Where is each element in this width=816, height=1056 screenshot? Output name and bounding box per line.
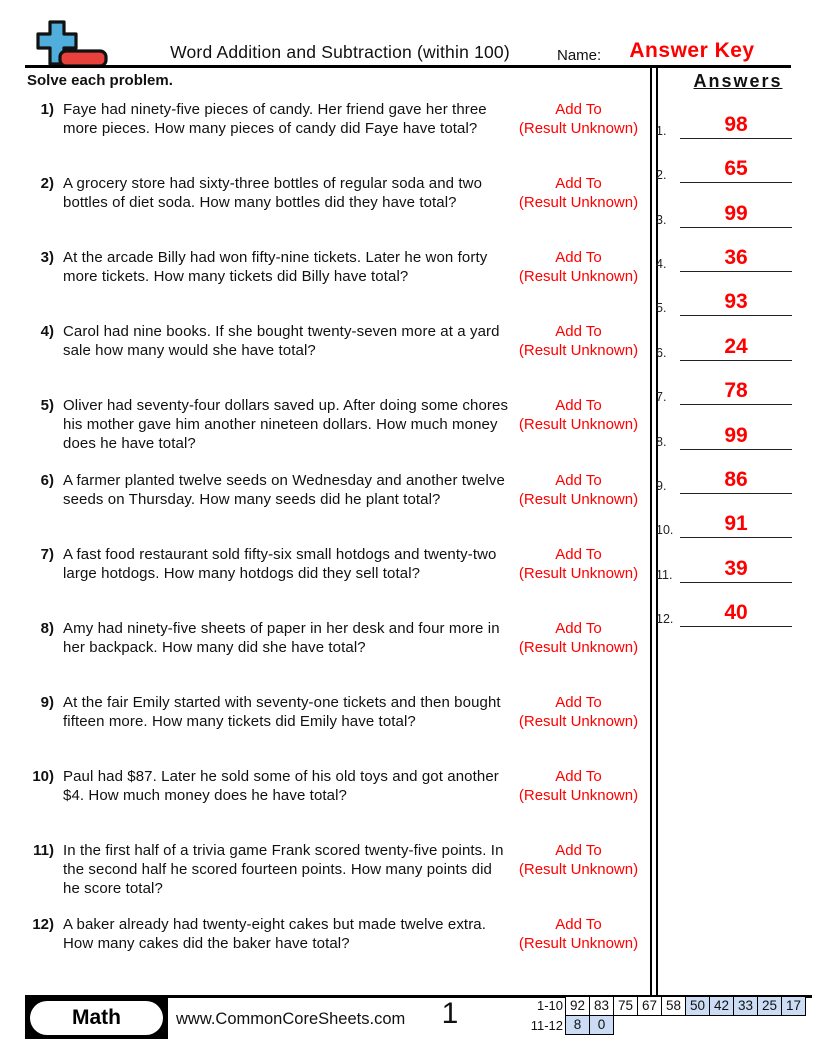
problem-type-line1: Add To bbox=[555, 694, 602, 711]
problem-type bbox=[513, 322, 644, 360]
problem-type bbox=[513, 619, 644, 657]
answer-number: 11. bbox=[656, 568, 673, 582]
problem-type-line2: (Result Unknown) bbox=[518, 342, 639, 359]
answer-number: 9. bbox=[656, 479, 667, 493]
score-cell: 92 bbox=[565, 996, 590, 1016]
answer-value: 99 bbox=[724, 202, 748, 225]
problem-type-line2: (Result Unknown) bbox=[518, 194, 639, 211]
problem-row bbox=[28, 174, 644, 212]
problem-type-line2: (Result Unknown) bbox=[518, 713, 639, 730]
score-cell: 8 bbox=[565, 1015, 590, 1035]
problem-row bbox=[28, 767, 644, 805]
problem-number: 11) bbox=[33, 842, 54, 859]
problem-type-line2: (Result Unknown) bbox=[518, 565, 639, 582]
answer-blank-line bbox=[680, 425, 792, 450]
problem-number: 4) bbox=[40, 323, 54, 340]
problem-type-line2: (Result Unknown) bbox=[518, 639, 639, 656]
score-cell: 42 bbox=[709, 996, 734, 1016]
answer-key-label: Answer Key bbox=[629, 39, 755, 62]
problem-number: 9) bbox=[40, 694, 54, 711]
problem-text: Faye had ninety-five pieces of candy. Her friend gave her three more pieces. How many pieces of candy did Faye have total? bbox=[63, 101, 487, 137]
score-cell: 17 bbox=[781, 996, 806, 1016]
answer-row bbox=[656, 375, 792, 405]
answer-value: 91 bbox=[724, 512, 748, 535]
answer-number: 5. bbox=[656, 301, 667, 315]
problem-type-line1: Add To bbox=[555, 101, 602, 118]
answer-blank-line bbox=[680, 558, 792, 583]
problem-row bbox=[28, 619, 644, 657]
problem-type-line2: (Result Unknown) bbox=[518, 787, 639, 804]
problem-number: 1) bbox=[40, 101, 54, 118]
problem-text: A fast food restaurant sold fifty-six small hotdogs and twenty-two large hotdogs. How many hotdogs did they sell total? bbox=[63, 546, 497, 582]
answer-value: 36 bbox=[724, 246, 748, 269]
problem-text: At the fair Emily started with seventy-one tickets and then bought fifteen more. How many tickets did Emily have total? bbox=[63, 694, 501, 730]
answer-number: 8. bbox=[656, 435, 667, 449]
answer-blank-line bbox=[680, 247, 792, 272]
answer-number: 2. bbox=[656, 168, 667, 182]
answer-blank-line bbox=[680, 291, 792, 316]
answer-row bbox=[656, 286, 792, 316]
problem-text: A farmer planted twelve seeds on Wednesday and another twelve seeds on Thursday. How many seeds did he plant total? bbox=[63, 472, 505, 508]
header-rule bbox=[25, 65, 791, 68]
problem-type-line1: Add To bbox=[555, 546, 602, 563]
problem-number: 5) bbox=[40, 397, 54, 414]
score-cell: 25 bbox=[757, 996, 782, 1016]
instruction-text: Solve each problem. bbox=[27, 72, 173, 89]
problem-type bbox=[513, 174, 644, 212]
answer-number: 4. bbox=[656, 257, 667, 271]
answer-number: 3. bbox=[656, 213, 667, 227]
problem-number: 6) bbox=[40, 472, 54, 489]
answer-blank-line bbox=[680, 114, 792, 139]
problem-text: Paul had $87. Later he sold some of his old toys and got another $4. How much money does he have total? bbox=[63, 768, 499, 804]
problem-type-line1: Add To bbox=[555, 768, 602, 785]
subject-badge bbox=[25, 997, 168, 1039]
score-row-label: 11-12 bbox=[530, 1018, 563, 1033]
problem-type-line2: (Result Unknown) bbox=[518, 416, 639, 433]
plus-minus-icon bbox=[28, 18, 110, 70]
problem-type bbox=[513, 471, 644, 509]
problem-text: A grocery store had sixty-three bottles of regular soda and two bottles of diet soda. How many bottles did they have total? bbox=[63, 175, 483, 211]
problem-type-line1: Add To bbox=[555, 842, 602, 859]
problem-number: 7) bbox=[40, 546, 54, 563]
answer-blank-line bbox=[680, 513, 792, 538]
answer-blank-line bbox=[680, 203, 792, 228]
problem-row bbox=[28, 841, 644, 898]
answer-value: 98 bbox=[724, 113, 748, 136]
answers-title: Answers bbox=[693, 71, 783, 91]
answer-row bbox=[656, 508, 792, 538]
answer-row bbox=[656, 331, 792, 361]
answer-number: 7. bbox=[656, 390, 667, 404]
answer-blank-line bbox=[680, 158, 792, 183]
problem-type-line2: (Result Unknown) bbox=[518, 861, 639, 878]
problem-number: 3) bbox=[40, 249, 54, 266]
problem-type bbox=[513, 915, 644, 953]
score-cell: 83 bbox=[589, 996, 614, 1016]
problem-type bbox=[513, 693, 644, 731]
score-cell: 58 bbox=[661, 996, 686, 1016]
problem-type-line1: Add To bbox=[555, 472, 602, 489]
problem-row bbox=[28, 322, 644, 360]
answer-row bbox=[656, 420, 792, 450]
problem-type-line2: (Result Unknown) bbox=[518, 268, 639, 285]
problem-text: At the arcade Billy had won fifty-nine tickets. Later he won forty more tickets. How many tickets did Billy have total? bbox=[63, 249, 488, 285]
problem-row bbox=[28, 396, 644, 453]
problem-type-line1: Add To bbox=[555, 397, 602, 414]
score-cell: 50 bbox=[685, 996, 710, 1016]
score-cell: 75 bbox=[613, 996, 638, 1016]
answer-blank-line bbox=[680, 469, 792, 494]
answer-value: 39 bbox=[724, 557, 748, 580]
problem-type-line1: Add To bbox=[555, 323, 602, 340]
answer-value: 40 bbox=[724, 601, 748, 624]
answer-row bbox=[656, 109, 792, 139]
worksheet-title: Word Addition and Subtraction (within 100) bbox=[170, 42, 510, 62]
answer-number: 1. bbox=[656, 124, 667, 138]
answer-number: 10. bbox=[656, 523, 674, 537]
problem-type bbox=[513, 545, 644, 583]
problem-text: A baker already had twenty-eight cakes but made twelve extra. How many cakes did the baker have total? bbox=[63, 916, 486, 952]
problem-type bbox=[513, 100, 644, 138]
answer-number: 12. bbox=[656, 612, 674, 626]
answer-value: 99 bbox=[724, 424, 748, 447]
answer-number: 6. bbox=[656, 346, 667, 360]
problem-text: Oliver had seventy-four dollars saved up. After doing some chores his mother gave him another nineteen dollars. How much money does he have total? bbox=[63, 397, 509, 452]
problem-text: In the first half of a trivia game Frank scored twenty-five points. In the second half he scored fourteen points. How many points did he score total? bbox=[63, 842, 504, 897]
problem-type bbox=[513, 248, 644, 286]
problem-number: 12) bbox=[32, 916, 54, 933]
website-text: www.CommonCoreSheets.com bbox=[176, 1010, 406, 1028]
problem-type-line2: (Result Unknown) bbox=[518, 120, 639, 137]
problem-row bbox=[28, 471, 644, 509]
problem-type-line1: Add To bbox=[555, 916, 602, 933]
problem-type-line2: (Result Unknown) bbox=[518, 935, 639, 952]
score-row bbox=[530, 1016, 806, 1036]
subject-label: Math bbox=[30, 1001, 163, 1035]
answer-value: 86 bbox=[724, 468, 748, 491]
answer-value: 78 bbox=[724, 379, 748, 402]
problem-row bbox=[28, 693, 644, 731]
score-cell: 67 bbox=[637, 996, 662, 1016]
problem-type bbox=[513, 841, 644, 898]
problem-number: 2) bbox=[40, 175, 54, 192]
problem-type-line1: Add To bbox=[555, 175, 602, 192]
answer-row bbox=[656, 153, 792, 183]
answer-row bbox=[656, 553, 792, 583]
answer-row bbox=[656, 242, 792, 272]
score-row-label: 1-10 bbox=[536, 998, 563, 1013]
problem-row bbox=[28, 248, 644, 286]
answer-blank-line bbox=[680, 602, 792, 627]
problem-type-line2: (Result Unknown) bbox=[518, 491, 639, 508]
answer-value: 24 bbox=[724, 335, 748, 358]
problem-type-line1: Add To bbox=[555, 249, 602, 266]
problem-number: 10) bbox=[32, 768, 54, 785]
problem-row bbox=[28, 915, 644, 953]
answer-blank-line bbox=[680, 336, 792, 361]
problem-type-line1: Add To bbox=[555, 620, 602, 637]
name-label: Name: bbox=[557, 47, 602, 64]
problem-type bbox=[513, 767, 644, 805]
problem-type bbox=[513, 396, 644, 453]
score-cell: 33 bbox=[733, 996, 758, 1016]
page-number: 1 bbox=[441, 997, 459, 1030]
answer-row bbox=[656, 464, 792, 494]
problem-number: 8) bbox=[40, 620, 54, 637]
answer-row bbox=[656, 198, 792, 228]
problem-row bbox=[28, 545, 644, 583]
problem-text: Amy had ninety-five sheets of paper in her desk and four more in her backpack. How many did she have total? bbox=[63, 620, 500, 656]
problem-row bbox=[28, 100, 644, 138]
score-table bbox=[530, 996, 806, 1036]
problem-text: Carol had nine books. If she bought twenty-seven more at a yard sale how many would she have total? bbox=[63, 323, 500, 359]
answer-row bbox=[656, 597, 792, 627]
answer-value: 93 bbox=[724, 290, 748, 313]
answer-value: 65 bbox=[724, 157, 748, 180]
score-row bbox=[530, 996, 806, 1016]
score-cell: 0 bbox=[589, 1015, 614, 1035]
answer-blank-line bbox=[680, 380, 792, 405]
